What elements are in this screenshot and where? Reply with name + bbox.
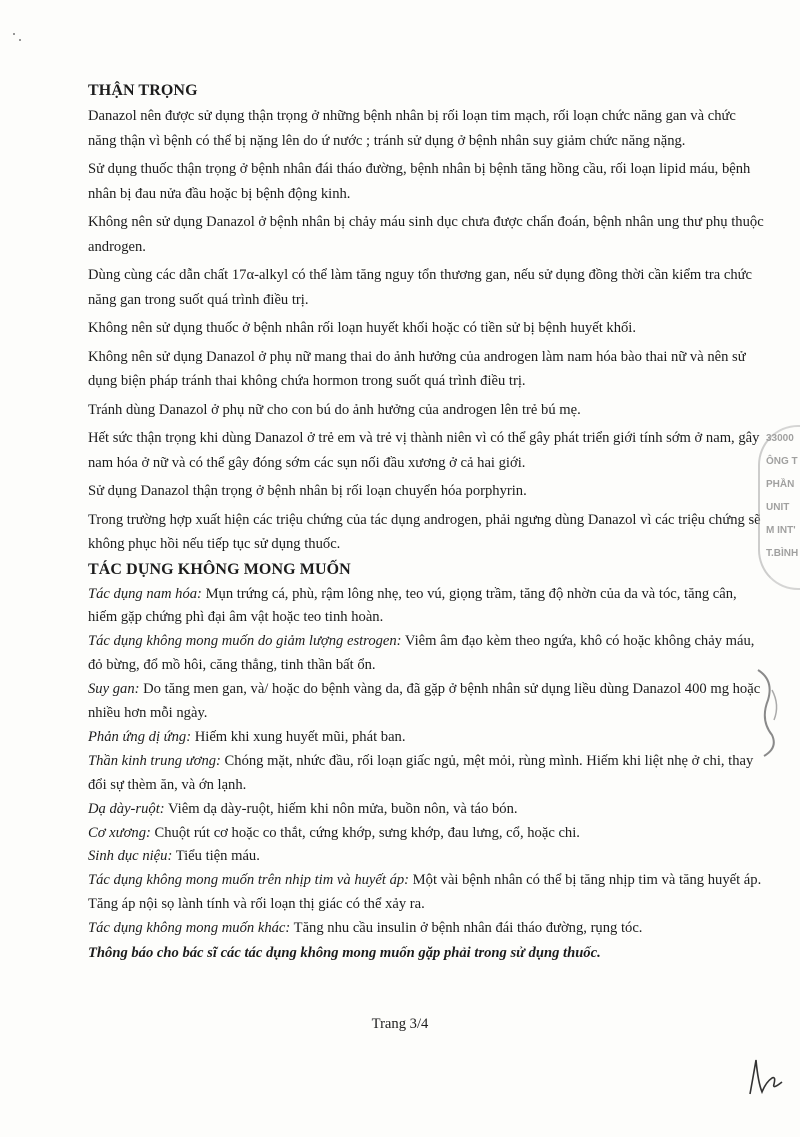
adverse-effect-text: Mụn trứng cá, phù, rậm lông nhẹ, teo vú, giọng trầm, tăng độ nhờn của da và tóc, tăng cân, hiếm gặp chứng phì đại âm vật hoặc teo tinh hoàn. [88, 585, 737, 626]
precaution-paragraph: Tránh dùng Danazol ở phụ nữ cho con bú do ảnh hưởng của androgen lên trẻ bú mẹ. [88, 401, 581, 418]
adverse-effect-label: Dạ dày-ruột: [88, 800, 165, 817]
adverse-effect-item [88, 750, 764, 798]
company-stamp [758, 425, 800, 590]
adverse-effect-item [88, 845, 764, 869]
precaution-paragraph: Không nên sử dụng Danazol ở phụ nữ mang thai do ảnh hưởng của androgen làm nam hóa bào thai nữ và nên sử dụng biện pháp tránh thai không chứa hormon trong suốt quá trình điều trị. [88, 348, 746, 389]
adverse-effect-item [88, 917, 764, 941]
adverse-effect-label: Suy gan: [88, 681, 140, 698]
adverse-effect-text: Tiểu tiện máu. [172, 848, 260, 865]
page-number: Trang 3/4 [371, 1016, 429, 1032]
signature-mark [742, 1052, 792, 1102]
adverse-effect-text: Một vài bệnh nhân có thể bị tăng nhịp tim và tăng huyết áp. Tăng áp nội sọ lành tính và rối loạn thị giác có thể xảy ra. [88, 872, 762, 913]
adverse-effect-item [88, 678, 764, 726]
stamp-text: PHẦN [766, 479, 795, 490]
adverse-effect-text: Chóng mặt, nhức đầu, rối loạn giấc ngủ, mệt mỏi, rùng mình. Hiếm khi liệt nhẹ ở chi, thay đổi sự thèm ăn, và ớn lạnh. [88, 752, 754, 793]
adverse-effect-label: Cơ xương: [88, 824, 151, 841]
adverse-effect-label: Tác dụng không mong muốn khác: [88, 920, 291, 937]
adverse-effect-item [88, 869, 764, 917]
adverse-effect-text: Hiếm khi xung huyết mũi, phát ban. [191, 728, 406, 745]
precaution-paragraph: Dùng cùng các dẫn chất 17α-alkyl có thể làm tăng nguy tổn thương gan, nếu sử dụng đồng thời cần kiểm tra chức năng gan trong suốt quá trình điều trị. [88, 267, 753, 308]
adverse-effect-label: Tác dụng không mong muốn do giảm lượng estrogen: [88, 633, 402, 650]
section-heading-adverse-effects: TÁC DỤNG KHÔNG MONG MUỐN [88, 560, 351, 578]
report-notice: Thông báo cho bác sĩ các tác dụng không mong muốn gặp phải trong sử dụng thuốc. [88, 945, 601, 962]
stamp-text: ÔNG T [766, 456, 798, 467]
precaution-paragraph: Không nên sử dụng Danazol ở bệnh nhân bị chảy máu sinh dục chưa được chẩn đoán, bệnh nhân ung thư phụ thuộc androgen. [88, 214, 764, 255]
precaution-paragraph: Trong trường hợp xuất hiện các triệu chứng của tác dụng androgen, phải ngưng dùng Danazol vì các triệu chứng sẽ không phục hồi nếu tiếp tục sử dụng thuốc. [88, 511, 761, 552]
adverse-effects-list [88, 583, 764, 942]
adverse-effect-text: Viêm dạ dày-ruột, hiếm khi nôn mửa, buồn nôn, và táo bón. [164, 800, 518, 817]
adverse-effect-text: Do tăng men gan, và/ hoặc do bệnh vàng da, đã gặp ở bệnh nhân sử dụng liều dùng Danazol 400 mg hoặc nhiều hơn mỗi ngày. [88, 681, 761, 722]
document-body [88, 82, 764, 965]
precautions-list [88, 104, 764, 557]
adverse-effect-item [88, 726, 764, 750]
adverse-effect-item [88, 822, 764, 846]
adverse-effect-item [88, 630, 764, 678]
scan-dots [6, 20, 46, 50]
stamp-text: 33000 [766, 433, 794, 444]
precaution-paragraph: Danazol nên được sử dụng thận trọng ở những bệnh nhân bị rối loạn tim mạch, rối loạn chức năng gan và chức năng thận vì bệnh có thể bị nặng lên do ứ nước ; tránh sử dụng ở bệnh nhân suy giảm chức năng nặng. [88, 108, 736, 149]
margin-scan-artifact [754, 660, 782, 760]
precaution-paragraph: Hết sức thận trọng khi dùng Danazol ở trẻ em và trẻ vị thành niên vì có thể gây phát triển giới tính sớm ở nam, gây nam hóa ở nữ và có thể gây đóng sớm các sụn nối đầu xương ở cả hai giới. [88, 430, 760, 471]
adverse-effect-item [88, 583, 764, 631]
stamp-text: M INT' [766, 525, 796, 536]
adverse-effect-text: Viêm âm đạo kèm theo ngứa, khô có hoặc không chảy máu, đỏ bừng, đổ mồ hôi, căng thẳng, tinh thần bất ổn. [88, 633, 755, 674]
adverse-effect-text: Chuột rút cơ hoặc co thắt, cứng khớp, sưng khớp, đau lưng, cổ, hoặc chi. [150, 824, 580, 841]
adverse-effect-label: Tác dụng nam hóa: [88, 585, 202, 602]
adverse-effect-text: Tăng nhu cầu insulin ở bệnh nhân đái tháo đường, rụng tóc. [290, 920, 643, 937]
stamp-text: UNIT [766, 502, 790, 513]
precaution-paragraph: Sử dụng Danazol thận trọng ở bệnh nhân bị rối loạn chuyển hóa porphyrin. [88, 483, 527, 499]
adverse-effect-item [88, 798, 764, 822]
adverse-effect-label: Sinh dục niệu: [88, 848, 173, 865]
precaution-paragraph: Không nên sử dụng thuốc ở bệnh nhân rối loạn huyết khối hoặc có tiền sử bị bệnh huyết khối. [88, 320, 637, 336]
stamp-text: T.BÌNH [766, 548, 799, 559]
adverse-effect-label: Phản ứng dị ứng: [88, 728, 192, 745]
adverse-effect-label: Thần kinh trung ương: [88, 752, 221, 769]
precaution-paragraph: Sử dụng thuốc thận trọng ở bệnh nhân đái tháo đường, bệnh nhân bị bệnh tăng hồng cầu, rối loạn lipid máu, bệnh nhân bị đau nửa đầu hoặc bị bệnh động kinh. [88, 161, 751, 202]
adverse-effect-label: Tác dụng không mong muốn trên nhịp tim và huyết áp: [88, 872, 410, 889]
section-heading-precautions: THẬN TRỌNG [88, 82, 198, 99]
